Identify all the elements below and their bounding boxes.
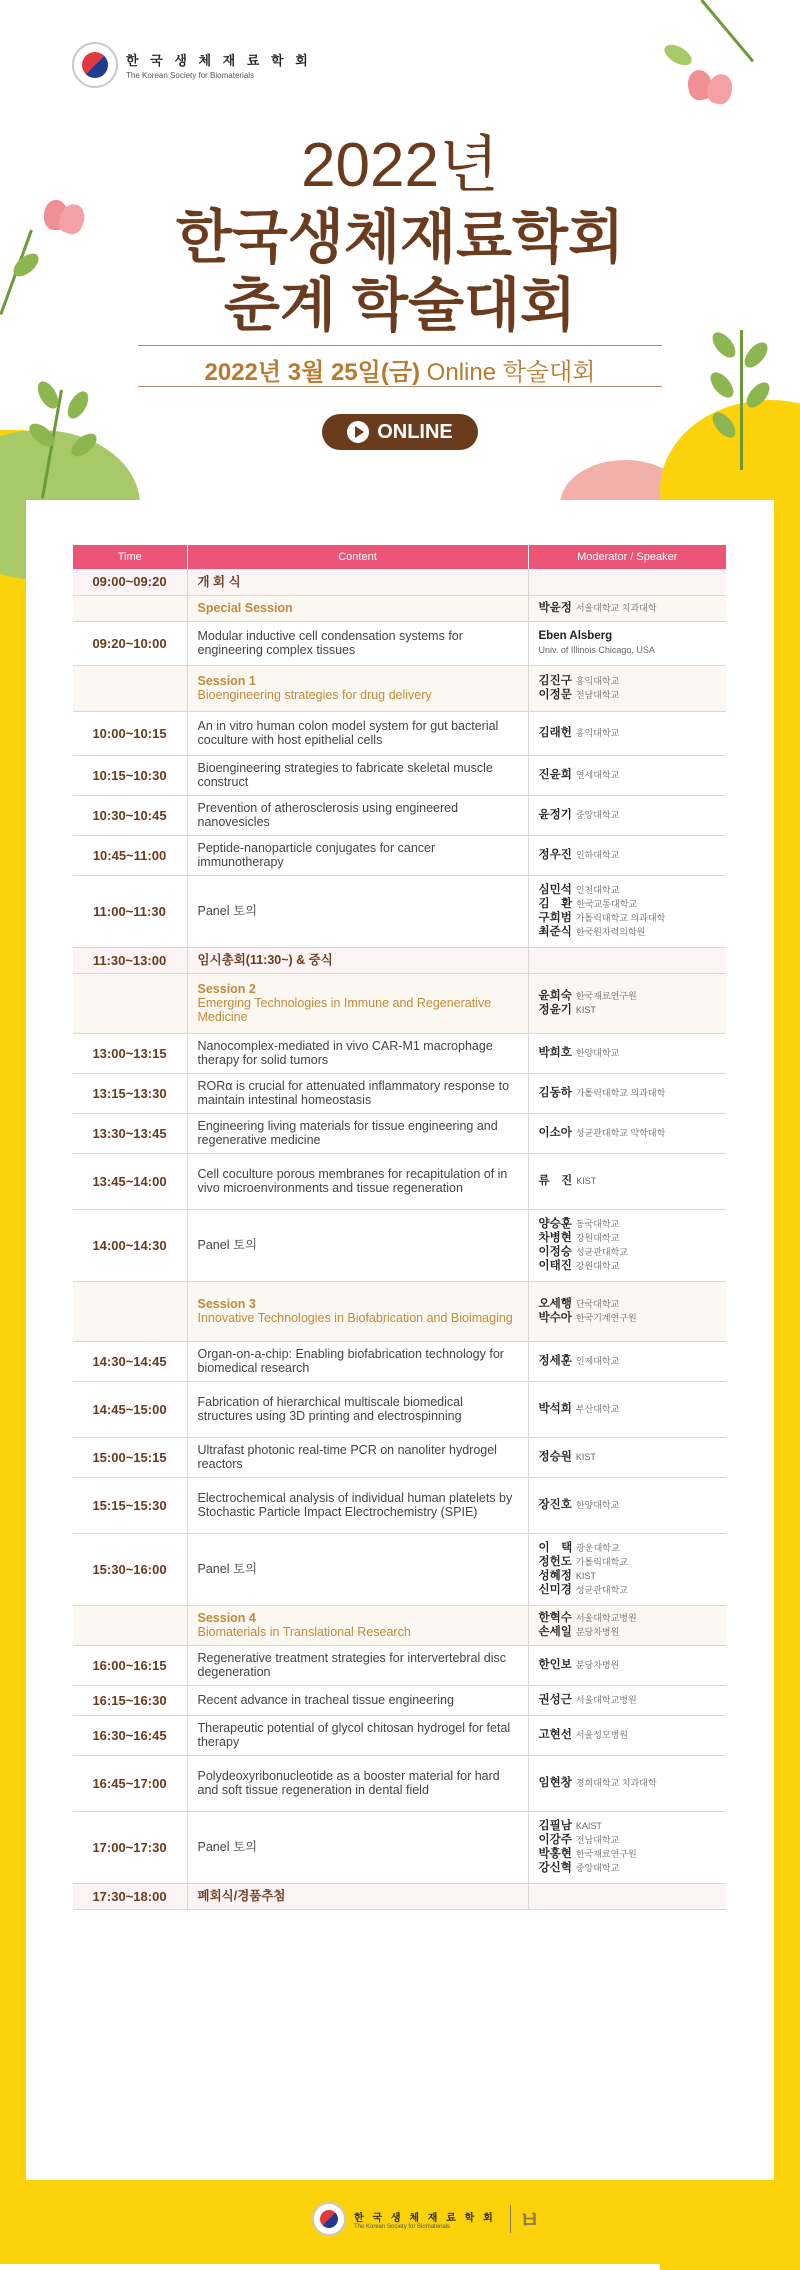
content-cell: Electrochemical analysis of individual human platelets by Stochastic Particle Impact Electrochemistry (SPIE): [187, 1477, 528, 1533]
time-cell: [73, 1605, 188, 1645]
table-row: [73, 1341, 727, 1381]
event-date: [0, 352, 800, 387]
speaker-affiliation: 전남대학교: [575, 1835, 620, 1845]
leaf-plant-left-icon: [10, 370, 130, 500]
speaker-entry: [539, 1625, 717, 1639]
speaker-entry: [539, 1450, 717, 1464]
session-title: Session 2: [197, 982, 256, 996]
time-cell: 13:00~13:15: [73, 1033, 188, 1073]
content-cell: Bioengineering strategies to fabricate skeletal muscle construct: [187, 755, 528, 795]
content-cell: Recent advance in tracheal tissue engineering: [187, 1685, 528, 1715]
speaker-cell: [528, 795, 726, 835]
content-cell: Peptide-nanoparticle conjugates for cancer immunotherapy: [187, 835, 528, 875]
speaker-name: 윤희숙: [538, 990, 572, 1002]
speaker-entry: [539, 1611, 717, 1625]
speaker-name: 김 환: [538, 898, 573, 910]
speaker-affiliation: 서울성모병원: [575, 1730, 628, 1740]
speaker-affiliation: 강원대학교: [575, 1233, 620, 1243]
speaker-name: 정헌도: [538, 1556, 572, 1568]
speaker-affiliation: 인천대학교: [575, 885, 620, 895]
time-cell: 10:45~11:00: [73, 835, 188, 875]
speaker-affiliation: 성균관대학교: [575, 1585, 628, 1595]
speaker-cell: [528, 875, 726, 947]
logo-english-name: The Korean Society for Biomaterials: [126, 71, 255, 80]
speaker-affiliation: 중앙대학교: [575, 810, 620, 820]
speaker-name: 구희범: [538, 912, 572, 924]
content-cell: [187, 973, 528, 1033]
speaker-cell: [528, 711, 726, 755]
speaker-name: 김필남: [538, 1820, 572, 1832]
session-subtitle: Biomaterials in Translational Research: [197, 1625, 411, 1639]
speaker-affiliation: 연세대학교: [575, 770, 620, 780]
session-row: [73, 1605, 727, 1645]
speaker-affiliation: 한국재료연구원: [575, 991, 637, 1001]
speaker-entry: [539, 808, 717, 822]
speaker-entry: [539, 1231, 717, 1245]
content-cell: Panel 토의: [187, 1533, 528, 1605]
speaker-affiliation: 성균관대학교: [575, 1247, 628, 1257]
speaker-entry: [539, 1776, 717, 1790]
time-cell: 09:20~10:00: [73, 621, 188, 665]
content-cell: Panel 토의: [187, 875, 528, 947]
time-cell: 10:00~10:15: [73, 711, 188, 755]
speaker-cell: [528, 1533, 726, 1605]
speaker-affiliation: 경희대학교 치과대학: [575, 1778, 657, 1788]
speaker-entry: [539, 1555, 717, 1569]
speaker-entry: [539, 1847, 717, 1861]
content-cell: [187, 595, 528, 621]
speaker-name: 이소아: [538, 1127, 572, 1139]
table-row: [73, 1033, 727, 1073]
table-row: [73, 1477, 727, 1533]
table-row: [73, 1811, 727, 1883]
speaker-entry: [539, 1693, 717, 1707]
speaker-name: 정우진: [538, 849, 572, 861]
speaker-affiliation: 가톨릭대학교: [575, 1557, 628, 1567]
society-emblem-icon: [72, 42, 118, 88]
session-title: Session 4: [197, 1611, 256, 1625]
content-cell: Modular inductive cell condensation systems for engineering complex tissues: [187, 621, 528, 665]
content-cell: RORα is crucial for attenuated inflammatory response to maintain intestinal homeostasis: [187, 1073, 528, 1113]
speaker-cell: [528, 1477, 726, 1533]
content-cell: 개 회 식: [187, 569, 528, 595]
speaker-name: 성혜정: [538, 1570, 572, 1582]
speaker-name: 권성근: [538, 1694, 572, 1706]
speaker-affiliation: 인제대학교: [575, 1356, 620, 1366]
speaker-affiliation: 한국재료연구원: [575, 1849, 637, 1859]
speaker-cell: [528, 755, 726, 795]
table-row: [73, 1113, 727, 1153]
table-row: [73, 755, 727, 795]
content-cell: Fabrication of hierarchical multiscale biomedical structures using 3D printing and electrospinning: [187, 1381, 528, 1437]
speaker-affiliation: KIST: [575, 1005, 596, 1015]
speaker-cell: [528, 1153, 726, 1209]
speaker-cell: [528, 1281, 726, 1341]
session-row: [73, 973, 727, 1033]
speaker-affiliation: 한국교통대학교: [576, 899, 638, 909]
speaker-entry: [539, 1498, 717, 1512]
time-cell: 16:15~16:30: [73, 1685, 188, 1715]
speaker-entry: [539, 726, 717, 740]
speaker-name: 신미경: [538, 1584, 572, 1596]
speaker-name: 장진호: [538, 1499, 572, 1511]
speaker-name: 심민석: [538, 884, 572, 896]
time-cell: 14:45~15:00: [73, 1381, 188, 1437]
speaker-entry: [539, 674, 717, 688]
content-cell: [187, 1605, 528, 1645]
time-cell: 16:00~16:15: [73, 1645, 188, 1685]
speaker-affiliation: 서울대학교병원: [575, 1613, 637, 1623]
speaker-affiliation: 광운대학교: [576, 1543, 620, 1553]
table-row: [73, 1381, 727, 1437]
speaker-entry: [539, 1583, 717, 1597]
time-cell: 16:45~17:00: [73, 1755, 188, 1811]
content-cell: Regenerative treatment strategies for intervertebral disc degeneration: [187, 1645, 528, 1685]
speaker-affiliation: Univ. of Illinois Chicago, USA: [538, 645, 655, 655]
speaker-entry: [539, 1728, 717, 1742]
table-row: [73, 1755, 727, 1811]
table-row: [73, 875, 727, 947]
speaker-cell: [528, 1341, 726, 1381]
speaker-entry: [539, 848, 717, 862]
title-year: 2022년: [301, 131, 499, 200]
speaker-name: 고현선: [538, 1729, 572, 1741]
speaker-cell: [528, 1883, 726, 1909]
table-row: [73, 1209, 727, 1281]
time-cell: 14:30~14:45: [73, 1341, 188, 1381]
speaker-name: 박희호: [538, 1047, 572, 1059]
content-cell: Nanocomplex-mediated in vivo CAR-M1 macrophage therapy for solid tumors: [187, 1033, 528, 1073]
content-cell: 폐회식/경품추첨: [187, 1883, 528, 1909]
time-cell: 11:30~13:00: [73, 947, 188, 973]
speaker-entry: [539, 1354, 717, 1368]
schedule-header-row: [73, 545, 727, 569]
speaker-cell: [528, 1685, 726, 1715]
time-cell: 11:00~11:30: [73, 875, 188, 947]
table-row: [73, 795, 727, 835]
speaker-cell: [528, 1605, 726, 1645]
speaker-name: 이정승: [538, 1246, 572, 1258]
speaker-entry: [539, 1402, 717, 1416]
speaker-name: 이강주: [538, 1834, 572, 1846]
speaker-name: 정승원: [538, 1451, 572, 1463]
time-cell: 09:00~09:20: [73, 569, 188, 595]
speaker-name: 한혁수: [538, 1612, 572, 1624]
content-cell: 임시총회(11:30~) & 중식: [187, 947, 528, 973]
table-row: [73, 1437, 727, 1477]
time-cell: [73, 973, 188, 1033]
speaker-affiliation: 서울대학교 치과대학: [575, 603, 657, 613]
title-conference: 춘계 학술대회: [223, 273, 577, 338]
speaker-entry: [539, 1086, 717, 1100]
time-cell: 13:30~13:45: [73, 1113, 188, 1153]
speaker-affiliation: 홍익대학교: [575, 676, 620, 686]
speaker-entry: [539, 897, 717, 911]
time-cell: 15:15~15:30: [73, 1477, 188, 1533]
content-cell: Polydeoxyribonucleotide as a booster material for hard and soft tissue regeneration in dental field: [187, 1755, 528, 1811]
speaker-entry: [539, 1003, 717, 1017]
time-cell: 13:15~13:30: [73, 1073, 188, 1113]
content-cell: Engineering living materials for tissue engineering and regenerative medicine: [187, 1113, 528, 1153]
header-time: Time: [73, 545, 188, 569]
speaker-affiliation: 분당차병원: [575, 1660, 620, 1670]
table-row: [73, 1645, 727, 1685]
speaker-cell: [528, 621, 726, 665]
speaker-name: 이태진: [538, 1260, 572, 1272]
footer-mark-icon: ㅂ: [518, 2207, 540, 2233]
speaker-affiliation: 가톨릭대학교 의과대학: [575, 1088, 666, 1098]
speaker-cell: [528, 595, 726, 621]
speaker-cell: [528, 1073, 726, 1113]
speaker-affiliation: 중앙대학교: [575, 1863, 620, 1873]
speaker-name: 윤정기: [538, 809, 572, 821]
speaker-entry: [539, 629, 717, 657]
speaker-name: 이정문: [538, 689, 572, 701]
speaker-entry: [539, 1297, 717, 1311]
speaker-affiliation: 홍익대학교: [575, 728, 620, 738]
speaker-entry: [539, 1217, 717, 1231]
break-row: [73, 947, 727, 973]
speaker-name: 오세행: [538, 1298, 572, 1310]
speaker-cell: [528, 1113, 726, 1153]
footer-logo: [312, 2202, 540, 2236]
speaker-affiliation: 한양대학교: [575, 1048, 620, 1058]
speaker-cell: [528, 1209, 726, 1281]
speaker-affiliation: 전남대학교: [575, 690, 620, 700]
session-subtitle: Emerging Technologies in Immune and Regenerative Medicine: [197, 996, 492, 1024]
session-title: Session 3: [197, 1297, 256, 1311]
speaker-cell: [528, 1811, 726, 1883]
online-label: ONLINE: [377, 420, 453, 443]
speaker-affiliation: 한국기계연구원: [575, 1313, 637, 1323]
content-cell: [187, 1281, 528, 1341]
speaker-entry: [539, 911, 717, 925]
footer-english-name: The Korean Society for Biomaterials: [354, 2223, 451, 2230]
footer-divider: [510, 2205, 511, 2233]
time-cell: 13:45~14:00: [73, 1153, 188, 1209]
time-cell: 15:00~15:15: [73, 1437, 188, 1477]
speaker-entry: [539, 883, 717, 897]
speaker-entry: [539, 1569, 717, 1583]
speaker-cell: [528, 1381, 726, 1437]
speaker-entry: [539, 1245, 717, 1259]
speaker-entry: [539, 1819, 717, 1833]
speaker-affiliation: KAIST: [575, 1821, 602, 1831]
event-date-main: 2022년 3월 25일(금): [204, 359, 421, 386]
speaker-entry: [539, 688, 717, 702]
content-cell: Therapeutic potential of glycol chitosan hydrogel for fetal therapy: [187, 1715, 528, 1755]
content-cell: Ultrafast photonic real-time PCR on nanoliter hydrogel reactors: [187, 1437, 528, 1477]
break-row: [73, 569, 727, 595]
speaker-name: 박윤정: [538, 602, 572, 614]
speaker-affiliation: 분당차병원: [575, 1627, 620, 1637]
speaker-affiliation: 부산대학교: [575, 1404, 620, 1414]
session-subtitle: Innovative Technologies in Biofabrication and Bioimaging: [197, 1311, 513, 1325]
speaker-affiliation: KIST: [575, 1452, 596, 1462]
time-cell: 15:30~16:00: [73, 1533, 188, 1605]
speaker-entry: [539, 1046, 717, 1060]
speaker-affiliation: 서울대학교병원: [575, 1695, 637, 1705]
speaker-name: 정세훈: [538, 1355, 572, 1367]
speaker-name: 임현창: [538, 1777, 572, 1789]
speaker-entry: [539, 1833, 717, 1847]
speaker-entry: [539, 925, 717, 939]
speaker-affiliation: 단국대학교: [575, 1299, 620, 1309]
content-cell: Panel 토의: [187, 1811, 528, 1883]
speaker-entry: [539, 1861, 717, 1875]
divider-bottom: [138, 386, 662, 387]
speaker-name: 박홍현: [538, 1848, 572, 1860]
session-title: Session 1: [197, 674, 256, 688]
yellow-left-strip: [0, 430, 26, 2264]
speaker-affiliation: KIST: [576, 1176, 597, 1186]
speaker-entry: [539, 601, 717, 615]
divider-top: [138, 345, 662, 346]
schedule-table: [72, 545, 726, 1910]
break-row: [73, 1883, 727, 1909]
session-row: [73, 665, 727, 711]
time-cell: [73, 665, 188, 711]
speaker-name: 최준식: [538, 926, 572, 938]
speaker-cell: [528, 1755, 726, 1811]
speaker-name: 박석희: [538, 1403, 572, 1415]
title-society: 한국생체재료학회: [175, 205, 625, 270]
speaker-name: 김래헌: [538, 727, 572, 739]
time-cell: 10:15~10:30: [73, 755, 188, 795]
table-row: [73, 1073, 727, 1113]
table-row: [73, 1715, 727, 1755]
speaker-name: 손세일: [538, 1626, 572, 1638]
speaker-name: 강신혁: [538, 1862, 572, 1874]
footer-korean-name: 한 국 생 체 재 료 학 회: [354, 2212, 496, 2224]
session-row: [73, 595, 727, 621]
speaker-cell: [528, 973, 726, 1033]
online-button[interactable]: [322, 414, 478, 450]
speaker-name: 류 진: [538, 1175, 573, 1187]
speaker-cell: [528, 1033, 726, 1073]
logo-korean-name: 한 국 생 체 재 료 학 회: [126, 53, 312, 68]
speaker-cell: [528, 947, 726, 973]
speaker-affiliation: 강원대학교: [575, 1261, 620, 1271]
speaker-affiliation: 인하대학교: [575, 850, 620, 860]
speaker-cell: [528, 1715, 726, 1755]
time-cell: 10:30~10:45: [73, 795, 188, 835]
speaker-name: 차병현: [538, 1232, 572, 1244]
header-content: Content: [187, 545, 528, 569]
time-cell: 17:00~17:30: [73, 1811, 188, 1883]
content-cell: An in vitro human colon model system for gut bacterial coculture with host epithelial cells: [187, 711, 528, 755]
speaker-name: 김진구: [538, 675, 572, 687]
speaker-cell: [528, 569, 726, 595]
session-title: Special Session: [197, 601, 293, 615]
speaker-cell: [528, 1437, 726, 1477]
speaker-name: 정윤기: [538, 1004, 572, 1016]
society-logo: [72, 42, 312, 88]
speaker-cell: [528, 835, 726, 875]
speaker-entry: [539, 1658, 717, 1672]
event-date-rest: Online 학술대회: [420, 359, 596, 386]
time-cell: 17:30~18:00: [73, 1883, 188, 1909]
table-row: [73, 835, 727, 875]
flower-top-right-icon: [640, 0, 770, 120]
speaker-affiliation: KIST: [575, 1571, 596, 1581]
speaker-name: 김동하: [538, 1087, 572, 1099]
speaker-entry: [539, 1174, 717, 1188]
table-row: [73, 621, 727, 665]
time-cell: [73, 595, 188, 621]
speaker-affiliation: 성균관대학교 약학대학: [575, 1128, 666, 1138]
speaker-entry: [539, 1126, 717, 1140]
speaker-name: Eben Alsberg: [538, 630, 613, 642]
content-cell: Prevention of atherosclerosis using engineered nanovesicles: [187, 795, 528, 835]
play-icon: [347, 421, 369, 443]
time-cell: 16:30~16:45: [73, 1715, 188, 1755]
session-subtitle: Bioengineering strategies for drug delivery: [197, 688, 432, 702]
speaker-name: 이 택: [538, 1542, 573, 1554]
speaker-entry: [539, 1259, 717, 1273]
speaker-name: 박수아: [538, 1312, 572, 1324]
time-cell: [73, 1281, 188, 1341]
table-row: [73, 1533, 727, 1605]
speaker-cell: [528, 1645, 726, 1685]
content-cell: Panel 토의: [187, 1209, 528, 1281]
speaker-name: 진윤희: [538, 769, 572, 781]
time-cell: 14:00~14:30: [73, 1209, 188, 1281]
speaker-affiliation: 가톨릭대학교 의과대학: [575, 913, 666, 923]
speaker-name: 양승훈: [538, 1218, 572, 1230]
table-row: [73, 1685, 727, 1715]
speaker-cell: [528, 665, 726, 711]
speaker-name: 한인보: [538, 1659, 572, 1671]
speaker-affiliation: 한국원자력의학원: [575, 927, 646, 937]
speaker-entry: [539, 1311, 717, 1325]
table-row: [73, 1153, 727, 1209]
speaker-entry: [539, 1541, 717, 1555]
content-cell: Cell coculture porous membranes for recapitulation of in vivo microenvironments and tissue regeneration: [187, 1153, 528, 1209]
content-cell: [187, 665, 528, 711]
table-row: [73, 711, 727, 755]
speaker-entry: [539, 989, 717, 1003]
header-speaker: Moderator / Speaker: [528, 545, 726, 569]
speaker-affiliation: 한양대학교: [575, 1500, 620, 1510]
speaker-affiliation: 동국대학교: [575, 1219, 620, 1229]
footer-emblem-icon: [312, 2202, 346, 2236]
speaker-entry: [539, 768, 717, 782]
content-cell: Organ-on-a-chip: Enabling biofabrication technology for biomedical research: [187, 1341, 528, 1381]
session-row: [73, 1281, 727, 1341]
